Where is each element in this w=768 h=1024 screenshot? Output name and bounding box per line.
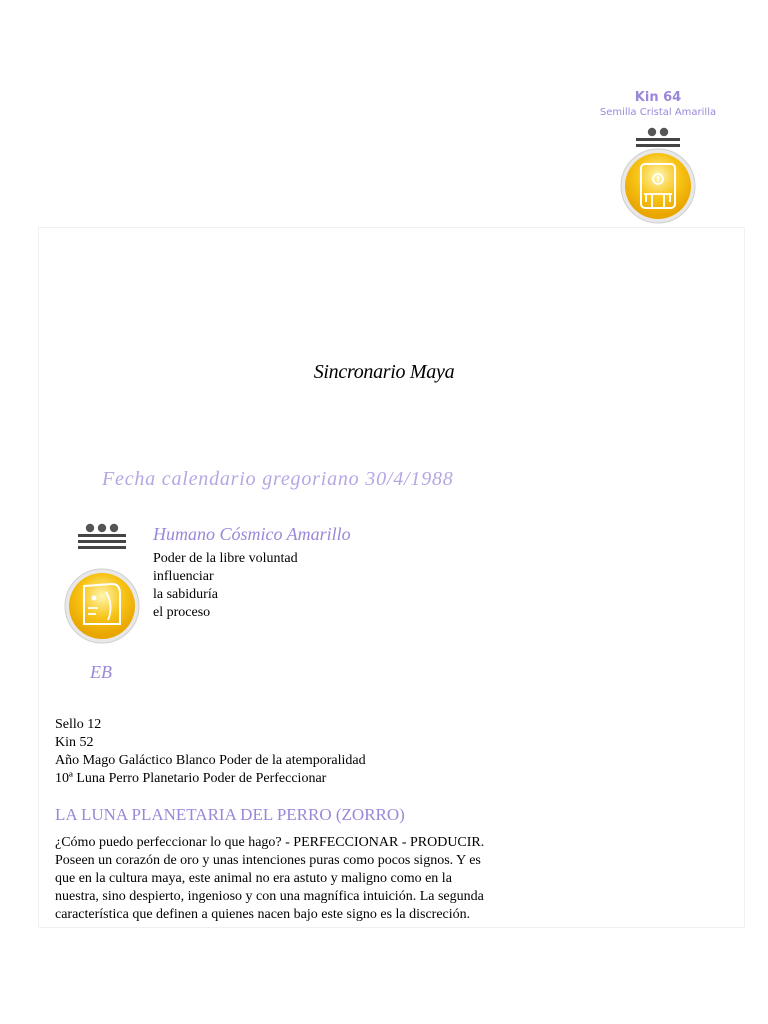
kin-header: [588, 90, 728, 120]
section-title: LA LUNA PLANETARIA DEL PERRO (ZORRO): [55, 805, 405, 824]
info-moon: 10ª Luna Perro Planetario Poder de Perfeccionar: [55, 771, 327, 786]
page-title: Sincronario Maya: [313, 361, 455, 383]
humano-glyph-icon: [62, 520, 142, 644]
sign-line: Poder de la libre voluntad: [153, 551, 298, 566]
sign-line: influenciar: [153, 569, 214, 584]
gregorian-date: Fecha calendario gregoriano 30/4/1988: [102, 468, 454, 490]
kin-info: [55, 716, 366, 788]
body-line: ¿Cómo puedo perfeccionar lo que hago? - PERFECCIONAR - PRODUCIR.: [55, 835, 485, 850]
body-line: nuestra, sino despierto, ingenioso y con una magnífica intuición. La segunda: [55, 889, 484, 904]
info-kin: Kin 52: [55, 735, 94, 750]
sign-line: la sabiduría: [153, 587, 218, 602]
info-sello: Sello 12: [55, 717, 102, 732]
body-paragraph: [55, 834, 525, 924]
body-line: que en la cultura maya, este animal no era astuto y maligno como en la: [55, 871, 452, 886]
glyph-code: EB: [90, 662, 112, 682]
sign-name: Humano Cósmico Amarillo: [153, 524, 351, 544]
kin-title: Kin 64: [634, 90, 682, 105]
info-year: Año Mago Galáctico Blanco Poder de la atemporalidad: [55, 753, 366, 768]
body-line: Poseen un corazón de oro y unas intenciones puras como pocos signos. Y es: [55, 853, 481, 868]
sign-description: [153, 550, 298, 622]
sign-line: el proceso: [153, 605, 211, 620]
kin-subtitle: Semilla Cristal Amarilla: [599, 107, 717, 118]
semilla-glyph-icon: [618, 124, 698, 228]
body-line: característica que definen a quienes nacen bajo este signo es la discreción.: [55, 907, 471, 922]
